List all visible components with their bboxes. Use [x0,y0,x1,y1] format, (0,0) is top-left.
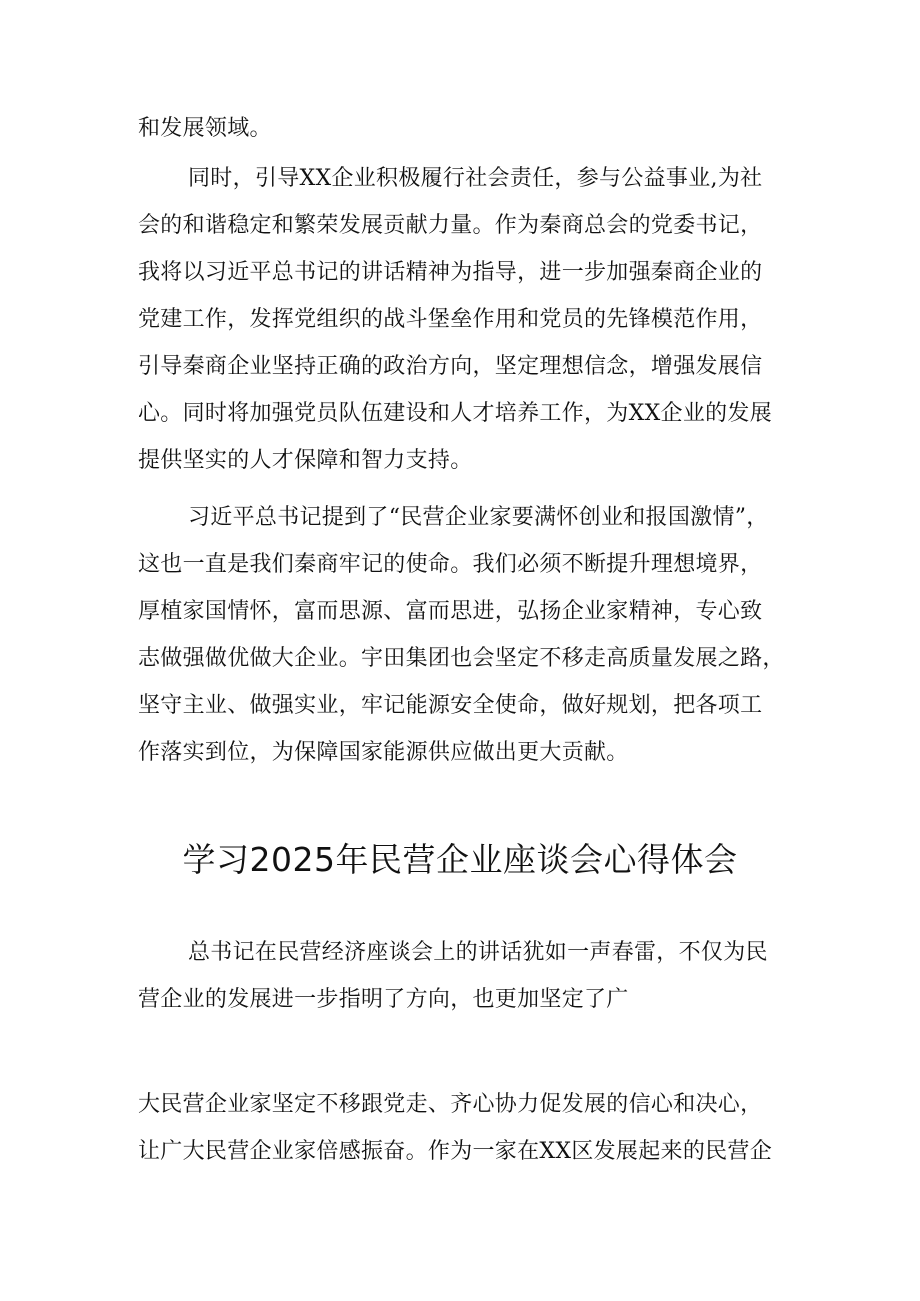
paragraph-line: 引导秦商企业坚持正确的政治方向，坚定理想信念，增强发展信 [138,354,763,379]
paragraph-line: 党建工作，发挥党组织的战斗堡垒作用和党员的先锋模范作用， [138,307,763,332]
paragraph-line: 让广大民营企业家倍感振奋。作为一家在XX区发展起来的民营企 [138,1139,773,1164]
paragraph-line: 心。同时将加强党员队伍建设和人才培养工作，为XX企业的发展 [138,401,773,426]
paragraph-line: 会的和谐稳定和繁荣发展贡献力量。作为秦商总会的党委书记， [138,213,763,238]
paragraph-line: 营企业的发展进一步指明了方向，也更加坚定了广 [138,987,629,1012]
paragraph-line: 提供坚实的人才保障和智力支持。 [138,448,473,473]
paragraph-line: 习近平总书记提到了“民营企业家要满怀创业和报国激情”， [188,505,769,530]
paragraph-line: 和发展领域。 [138,116,272,141]
paragraph-line: 总书记在民营经济座谈会上的讲话犹如一声春雷，不仅为民 [188,940,768,965]
paragraph-line: 同时，引导XX企业积极履行社会责任，参与公益事业,为社 [188,166,763,191]
paragraph-line: 作落实到位，为保障国家能源供应做出更大贡献。 [138,740,629,765]
paragraph-line: 大民营企业家坚定不移跟党走、齐心协力促发展的信心和决心， [138,1092,763,1117]
paragraph-line: 坚守主业、做强实业，牢记能源安全使命，做好规划，把各项工 [138,693,763,718]
section-title: 学习2025年民营企业座谈会心得体会 [182,840,738,879]
paragraph-line: 厚植家国情怀，富而思源、富而思进，弘扬企业家精神，专心致 [138,599,763,624]
paragraph-line: 这也一直是我们秦商牢记的使命。我们必须不断提升理想境界， [138,552,763,577]
paragraph-line: 我将以习近平总书记的讲话精神为指导，进一步加强秦商企业的 [138,260,763,285]
paragraph-line: 志做强做优做大企业。宇田集团也会坚定不移走高质量发展之路， [138,646,785,671]
